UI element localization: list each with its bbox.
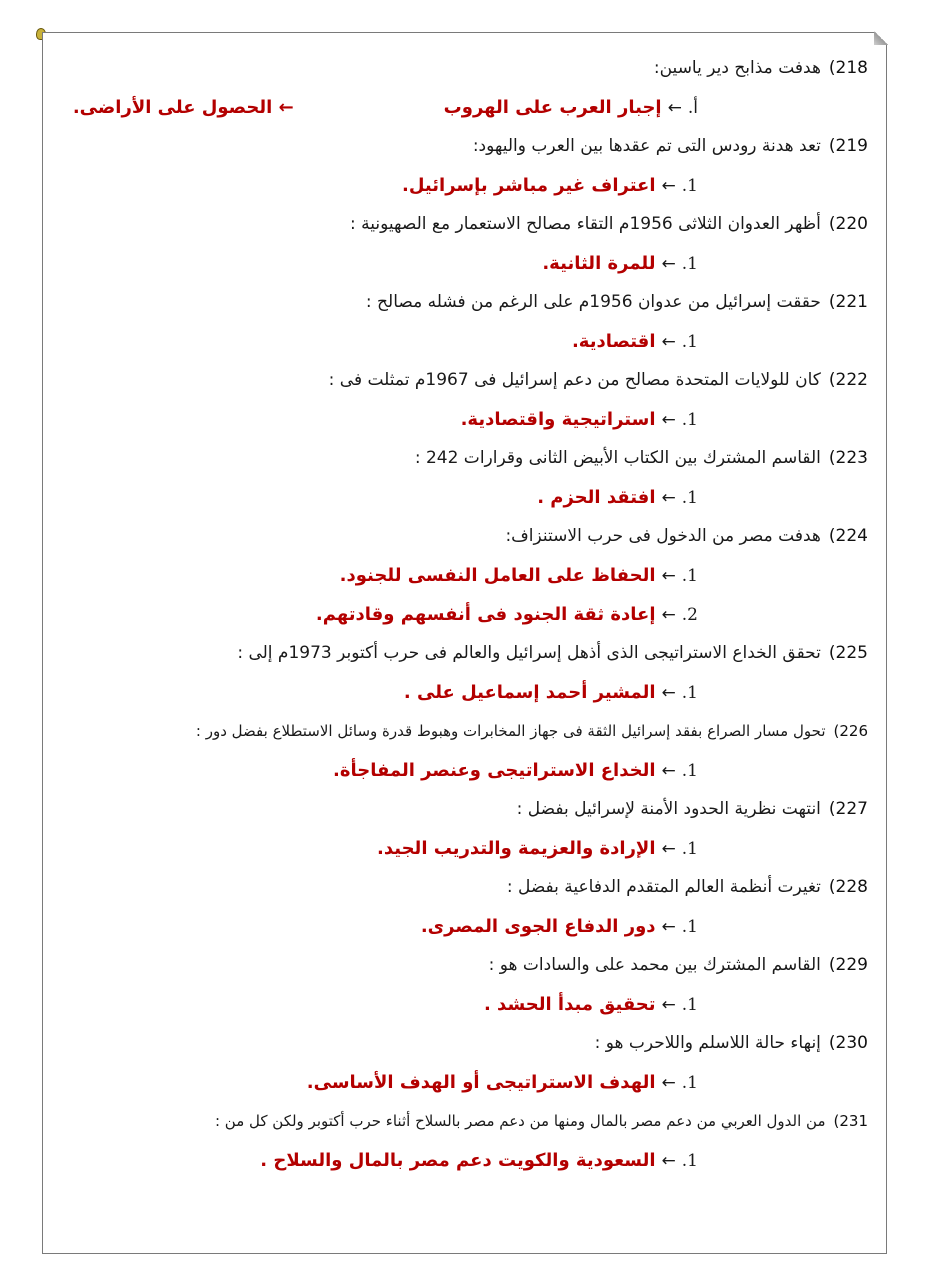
question-row xyxy=(53,439,868,478)
answer-row xyxy=(53,595,868,634)
question-row xyxy=(53,205,868,244)
arrow-icon: ← xyxy=(661,332,676,352)
question-row xyxy=(53,946,868,985)
answer-marker: 1. xyxy=(681,761,698,781)
answer-row xyxy=(53,751,868,790)
answer-marker: أ. xyxy=(687,98,698,118)
question-row xyxy=(53,127,868,166)
arrow-icon: ← xyxy=(661,761,676,781)
question-text: القاسم المشترك بين الكتاب الأبيض الثانى وقرارات 242 : xyxy=(414,448,821,468)
answer-text: السعودية والكويت دعم مصر بالمال والسلاح . xyxy=(260,1150,656,1171)
answer-text: اقتصادية. xyxy=(571,331,656,352)
question-row xyxy=(53,49,868,88)
question-number: 221) xyxy=(828,292,868,312)
answer-marker: 2. xyxy=(681,605,698,625)
answer-text: الإرادة والعزيمة والتدريب الجيد. xyxy=(377,838,656,859)
question-text: القاسم المشترك بين محمد على والسادات هو : xyxy=(488,955,821,975)
question-row xyxy=(53,361,868,400)
question-text: انتهت نظرية الحدود الأمنة لإسرائيل بفضل : xyxy=(516,799,821,819)
page-fold-corner xyxy=(874,31,888,45)
question-text: إنهاء حالة اللاسلم واللاحرب هو : xyxy=(594,1033,821,1053)
question-row xyxy=(53,1102,868,1141)
answer-text: المشير أحمد إسماعيل على . xyxy=(403,682,656,703)
question-number: 230) xyxy=(828,1033,868,1053)
answer-row xyxy=(53,556,868,595)
question-number: 224) xyxy=(828,526,868,546)
question-row xyxy=(53,1024,868,1063)
answer-marker: 1. xyxy=(681,917,698,937)
question-text: هدفت مذابح دير ياسين: xyxy=(653,58,821,78)
arrow-icon: ← xyxy=(661,410,676,430)
answer-text: الهدف الاستراتيجى أو الهدف الأساسى. xyxy=(306,1072,656,1093)
arrow-icon: ← xyxy=(661,839,676,859)
arrow-icon: ← xyxy=(661,1073,676,1093)
answer-row xyxy=(53,478,868,517)
question-row xyxy=(53,517,868,556)
arrow-icon: ← xyxy=(667,98,682,118)
answer-text: افتقد الحزم . xyxy=(537,487,656,508)
answer-row xyxy=(53,985,868,1024)
answer-row xyxy=(53,1141,868,1180)
question-text: أظهر العدوان الثلاثى 1956م التقاء مصالح الاستعمار مع الصهيونية : xyxy=(350,214,821,234)
question-text: تعد هدنة رودس التى تم عقدها بين العرب واليهود: xyxy=(472,136,821,156)
answer-text: استراتيجية واقتصادية. xyxy=(460,409,656,430)
answer-marker: 1. xyxy=(681,1073,698,1093)
question-list xyxy=(53,49,868,1180)
question-number: 219) xyxy=(828,136,868,156)
arrow-icon: ← xyxy=(661,488,676,508)
question-number: 222) xyxy=(828,370,868,390)
answer-marker: 1. xyxy=(681,1151,698,1171)
question-row xyxy=(53,790,868,829)
answer-marker: 1. xyxy=(681,995,698,1015)
answer-text: إجبار العرب على الهروب xyxy=(443,97,662,118)
answer-marker: 1. xyxy=(681,176,698,196)
answer-row xyxy=(53,400,868,439)
question-text: حققت إسرائيل من عدوان 1956م على الرغم من فشله مصالح : xyxy=(365,292,821,312)
answer-marker: 1. xyxy=(681,839,698,859)
answer-row xyxy=(53,907,868,946)
question-text: تحول مسار الصراع بفقد إسرائيل الثقة فى جهاز المخابرات وهبوط قدرة وسائل الاستطلاع بفضل دور : xyxy=(195,722,826,740)
answer-text: دور الدفاع الجوى المصرى. xyxy=(420,916,656,937)
answer-marker: 1. xyxy=(681,254,698,274)
answer-row xyxy=(53,673,868,712)
question-number: 218) xyxy=(828,58,868,78)
answer-text: الحفاظ على العامل النفسى للجنود. xyxy=(339,565,656,586)
document-page xyxy=(42,32,887,1254)
question-row xyxy=(53,868,868,907)
arrow-icon: ← xyxy=(661,917,676,937)
question-number: 228) xyxy=(828,877,868,897)
question-text: من الدول العربي من دعم مصر بالمال ومنها من دعم مصر بالسلاح أثناء حرب أكتوبر ولكن كل من : xyxy=(214,1112,826,1130)
answer-row xyxy=(53,88,868,127)
answer-text: إعادة ثقة الجنود فى أنفسهم وقادتهم. xyxy=(315,604,656,625)
arrow-icon: ← xyxy=(661,566,676,586)
answer-row xyxy=(53,322,868,361)
question-text: تغيرت أنظمة العالم المتقدم الدفاعية بفضل : xyxy=(506,877,821,897)
answer-text: اعتراف غير مباشر بإسرائيل. xyxy=(402,175,656,196)
question-row xyxy=(53,634,868,673)
answer-text: تحقيق مبدأ الحشد . xyxy=(483,994,656,1015)
answer-marker: 1. xyxy=(681,410,698,430)
arrow-icon: ← xyxy=(661,176,676,196)
answer-text: للمرة الثانية. xyxy=(542,253,656,274)
answer-row xyxy=(53,829,868,868)
answer-row xyxy=(53,166,868,205)
question-row xyxy=(53,283,868,322)
answer-row xyxy=(53,244,868,283)
arrow-icon: ← xyxy=(661,1151,676,1171)
arrow-icon: ← xyxy=(661,605,676,625)
question-number: 226) xyxy=(833,722,868,740)
answer-marker: 1. xyxy=(681,683,698,703)
answer-marker: 1. xyxy=(681,566,698,586)
answer-extra: ← الحصول على الأراضى. xyxy=(72,97,294,118)
question-number: 225) xyxy=(828,643,868,663)
question-text: تحقق الخداع الاستراتيجى الذى أذهل إسرائيل والعالم فى حرب أكتوبر 1973م إلى : xyxy=(237,643,821,663)
question-number: 220) xyxy=(828,214,868,234)
question-number: 223) xyxy=(828,448,868,468)
question-number: 231) xyxy=(833,1112,868,1130)
answer-marker: 1. xyxy=(681,332,698,352)
answer-text: الخداع الاستراتيجى وعنصر المفاجأة. xyxy=(333,760,656,781)
question-number: 229) xyxy=(828,955,868,975)
answer-marker: 1. xyxy=(681,488,698,508)
question-row xyxy=(53,712,868,751)
arrow-icon: ← xyxy=(661,995,676,1015)
arrow-icon: ← xyxy=(661,254,676,274)
arrow-icon: ← xyxy=(661,683,676,703)
question-number: 227) xyxy=(828,799,868,819)
question-text: هدفت مصر من الدخول فى حرب الاستنزاف: xyxy=(505,526,821,546)
answer-row xyxy=(53,1063,868,1102)
question-text: كان للولايات المتحدة مصالح من دعم إسرائيل فى 1967م تمثلت فى : xyxy=(328,370,821,390)
